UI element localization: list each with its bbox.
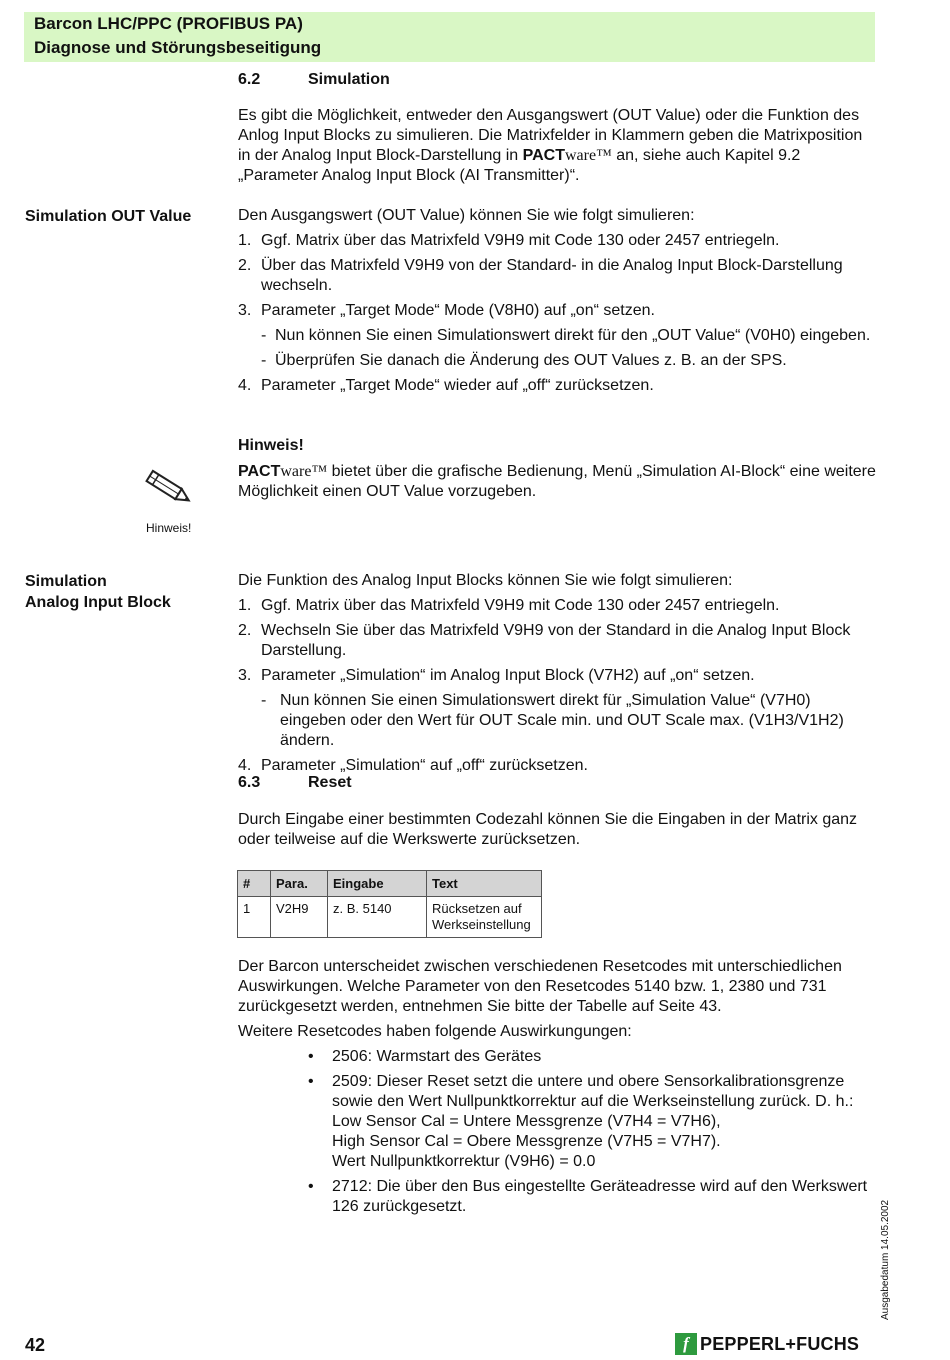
sim-ai-steps (238, 596, 878, 686)
note-title: Hinweis! (238, 437, 304, 454)
bullet-text: 2712: Die über den Bus eingestellte Geräteadresse wird auf den Werkswert 126 zurückgesetzt. (332, 1178, 868, 1215)
document-header (24, 12, 875, 62)
sim-out-steps (238, 231, 878, 321)
table-cell (427, 897, 542, 938)
list-item (238, 666, 878, 686)
bullet-text-line: High Sensor Cal = Obere Messgrenze (V7H5 = V7H7). (332, 1133, 721, 1150)
column-header: Para. (271, 871, 328, 897)
bullet-text-line: Wert Nullpunktkorrektur (V9H6) = 0.0 (332, 1153, 596, 1170)
step-number: 3. (238, 302, 252, 319)
column-header: Text (427, 871, 542, 897)
bullet-marker: • (308, 1178, 314, 1195)
table-cell: 1 (238, 897, 271, 938)
page-number: 42 (25, 1335, 46, 1355)
list-item (308, 1072, 880, 1172)
table-cell: z. B. 5140 (328, 897, 427, 938)
simulation-out-value-block (238, 206, 878, 401)
sim-ai-steps-cont (238, 756, 878, 776)
intro-text: Es gibt die Möglichkeit, entweder den Ausgangswert (OUT Value) oder die Funktion des Anlog Input Blocks zu simulieren. Die Matrixfelder in Klammern geben die Matrixposition in der Analog Input Block-Darstellung in (238, 107, 863, 164)
step-number: 3. (238, 667, 252, 684)
table-row (238, 897, 542, 938)
header-chapter-title: Diagnose und Störungsbeseitigung (34, 38, 322, 57)
bullet-text: 2509: Dieser Reset setzt die untere und obere Sensorkalibrationsgrenze sowie den Wert Nullpunktkorrektur auf die Werkseinstellung zurück. D. h.: (332, 1073, 854, 1110)
dash-marker: - (261, 352, 267, 369)
step-number: 4. (238, 757, 252, 774)
note-icon-caption: Hinweis! (146, 521, 192, 535)
list-item (238, 621, 878, 661)
step-text: Parameter „Target Mode“ Mode (V8H0) auf „on“ setzen. (261, 302, 655, 319)
step-text: Über das Matrixfeld V9H9 von der Standard- in die Analog Input Block-Darstellung wechseln. (261, 257, 843, 294)
list-item (261, 326, 878, 346)
step-number: 1. (238, 597, 252, 614)
section-title: Reset (308, 774, 352, 791)
substep-text: Nun können Sie einen Simulationswert direkt für „Simulation Value“ (V7H0) eingeben oder den Wert für OUT Scale min. und OUT Scale max. (V1H3/V1H2) ändern. (280, 692, 844, 749)
table-header-row (238, 871, 542, 897)
pactware-brand: PACT (522, 147, 565, 164)
section-title: Simulation (308, 71, 390, 88)
sim-out-steps-cont (238, 376, 878, 396)
bullet-text-line: Low Sensor Cal = Untere Messgrenze (V7H4 = V7H6), (332, 1113, 721, 1130)
step-text: Ggf. Matrix über das Matrixfeld V9H9 mit Code 130 oder 2457 entriegeln. (261, 232, 780, 249)
sim-ai-substeps (261, 691, 878, 751)
substep-text: Überprüfen Sie danach die Änderung des OUT Values z. B. an der SPS. (275, 352, 787, 369)
list-item (308, 1047, 880, 1067)
list-item (261, 691, 878, 751)
bullet-marker: • (308, 1048, 314, 1065)
list-item (238, 231, 878, 251)
dash-marker: - (261, 327, 267, 344)
section-number: 6.3 (238, 774, 261, 791)
list-item (238, 256, 878, 296)
reset-intro: Durch Eingabe einer bestimmten Codezahl können Sie die Eingaben in der Matrix ganz oder teilweise auf die Werkswerte zurücksetzen. (238, 811, 858, 848)
note-body: bietet über die grafische Bedienung, Menü „Simulation AI-Block“ eine weitere Möglichkeit einen OUT Value vorzugeben. (238, 463, 876, 500)
table-cell: V2H9 (271, 897, 328, 938)
pactware-brand: PACT (238, 463, 281, 480)
side-label-line: Simulation (25, 573, 107, 590)
column-header: Eingabe (328, 871, 427, 897)
reset-para-1: Der Barcon unterscheidet zwischen verschiedenen Resetcodes mit unterschiedlichen Auswirkungen. Welche Parameter von den Resetcodes 5140 bzw. 1, 2380 und 731 zurückgesetzt werden, entnehmen Sie bitte der Tabelle auf Seite 43. (238, 958, 842, 1015)
section-6-3-heading (238, 774, 352, 792)
list-item (308, 1177, 880, 1217)
section-6-2-intro (238, 106, 878, 186)
logo-mark-icon: f (675, 1333, 697, 1355)
company-logo (675, 1332, 859, 1356)
dash-marker: - (261, 692, 267, 709)
step-text: Wechseln Sie über das Matrixfeld V9H9 von der Standard in die Analog Input Block Darstellung. (261, 622, 851, 659)
sim-out-substeps (261, 326, 878, 371)
side-label-line: Analog Input Block (25, 594, 171, 611)
step-number: 2. (238, 622, 252, 639)
header-product-title: Barcon LHC/PPC (PROFIBUS PA) (34, 14, 303, 33)
sim-ai-lead: Die Funktion des Analog Input Blocks können Sie wie folgt simulieren: (238, 572, 733, 589)
pactware-suffix: ware™ (280, 463, 328, 480)
issue-date: Ausgabedatum 14.05.2002 (880, 1199, 891, 1320)
side-label-simulation-out-value: Simulation OUT Value (25, 208, 192, 225)
simulation-ai-block (238, 571, 878, 781)
intro-text-cont: an, siehe auch Kapitel 9.2 „Parameter Analog Input Block (AI Transmitter)“. (238, 147, 801, 184)
list-item (261, 351, 878, 371)
list-item (238, 756, 878, 776)
side-label-simulation-ai-block (25, 571, 171, 613)
bullet-text: 2506: Warmstart des Gerätes (332, 1048, 542, 1065)
step-number: 1. (238, 232, 252, 249)
sim-out-lead: Den Ausgangswert (OUT Value) können Sie wie folgt simulieren: (238, 207, 695, 224)
step-text: Ggf. Matrix über das Matrixfeld V9H9 mit Code 130 oder 2457 entriegeln. (261, 597, 780, 614)
reset-para-2: Weitere Resetcodes haben folgende Auswirkungungen: (238, 1023, 632, 1040)
pactware-suffix: ware™ (564, 147, 612, 164)
section-number: 6.2 (238, 71, 261, 88)
step-number: 4. (238, 377, 252, 394)
step-text: Parameter „Target Mode“ wieder auf „off“ zurücksetzen. (261, 377, 654, 394)
section-6-2-heading (238, 71, 390, 89)
list-item (238, 301, 878, 321)
cell-line: Rücksetzen auf (432, 901, 522, 916)
column-header: # (238, 871, 271, 897)
step-text: Parameter „Simulation“ auf „off“ zurücksetzen. (261, 757, 588, 774)
list-item (238, 376, 878, 396)
step-number: 2. (238, 257, 252, 274)
bullet-marker: • (308, 1073, 314, 1090)
cell-line: Werkseinstellung (432, 917, 531, 932)
substep-text: Nun können Sie einen Simulationswert direkt für den „OUT Value“ (V0H0) eingeben. (275, 327, 871, 344)
logo-text: PEPPERL+FUCHS (700, 1333, 860, 1354)
note-pencil-icon (138, 464, 196, 512)
list-item (238, 596, 878, 616)
step-text: Parameter „Simulation“ im Analog Input Block (V7H2) auf „on“ setzen. (261, 667, 755, 684)
reset-explanation (238, 957, 878, 1042)
note-text (238, 462, 878, 502)
reset-codes-list (308, 1047, 880, 1222)
reset-table (237, 870, 542, 938)
